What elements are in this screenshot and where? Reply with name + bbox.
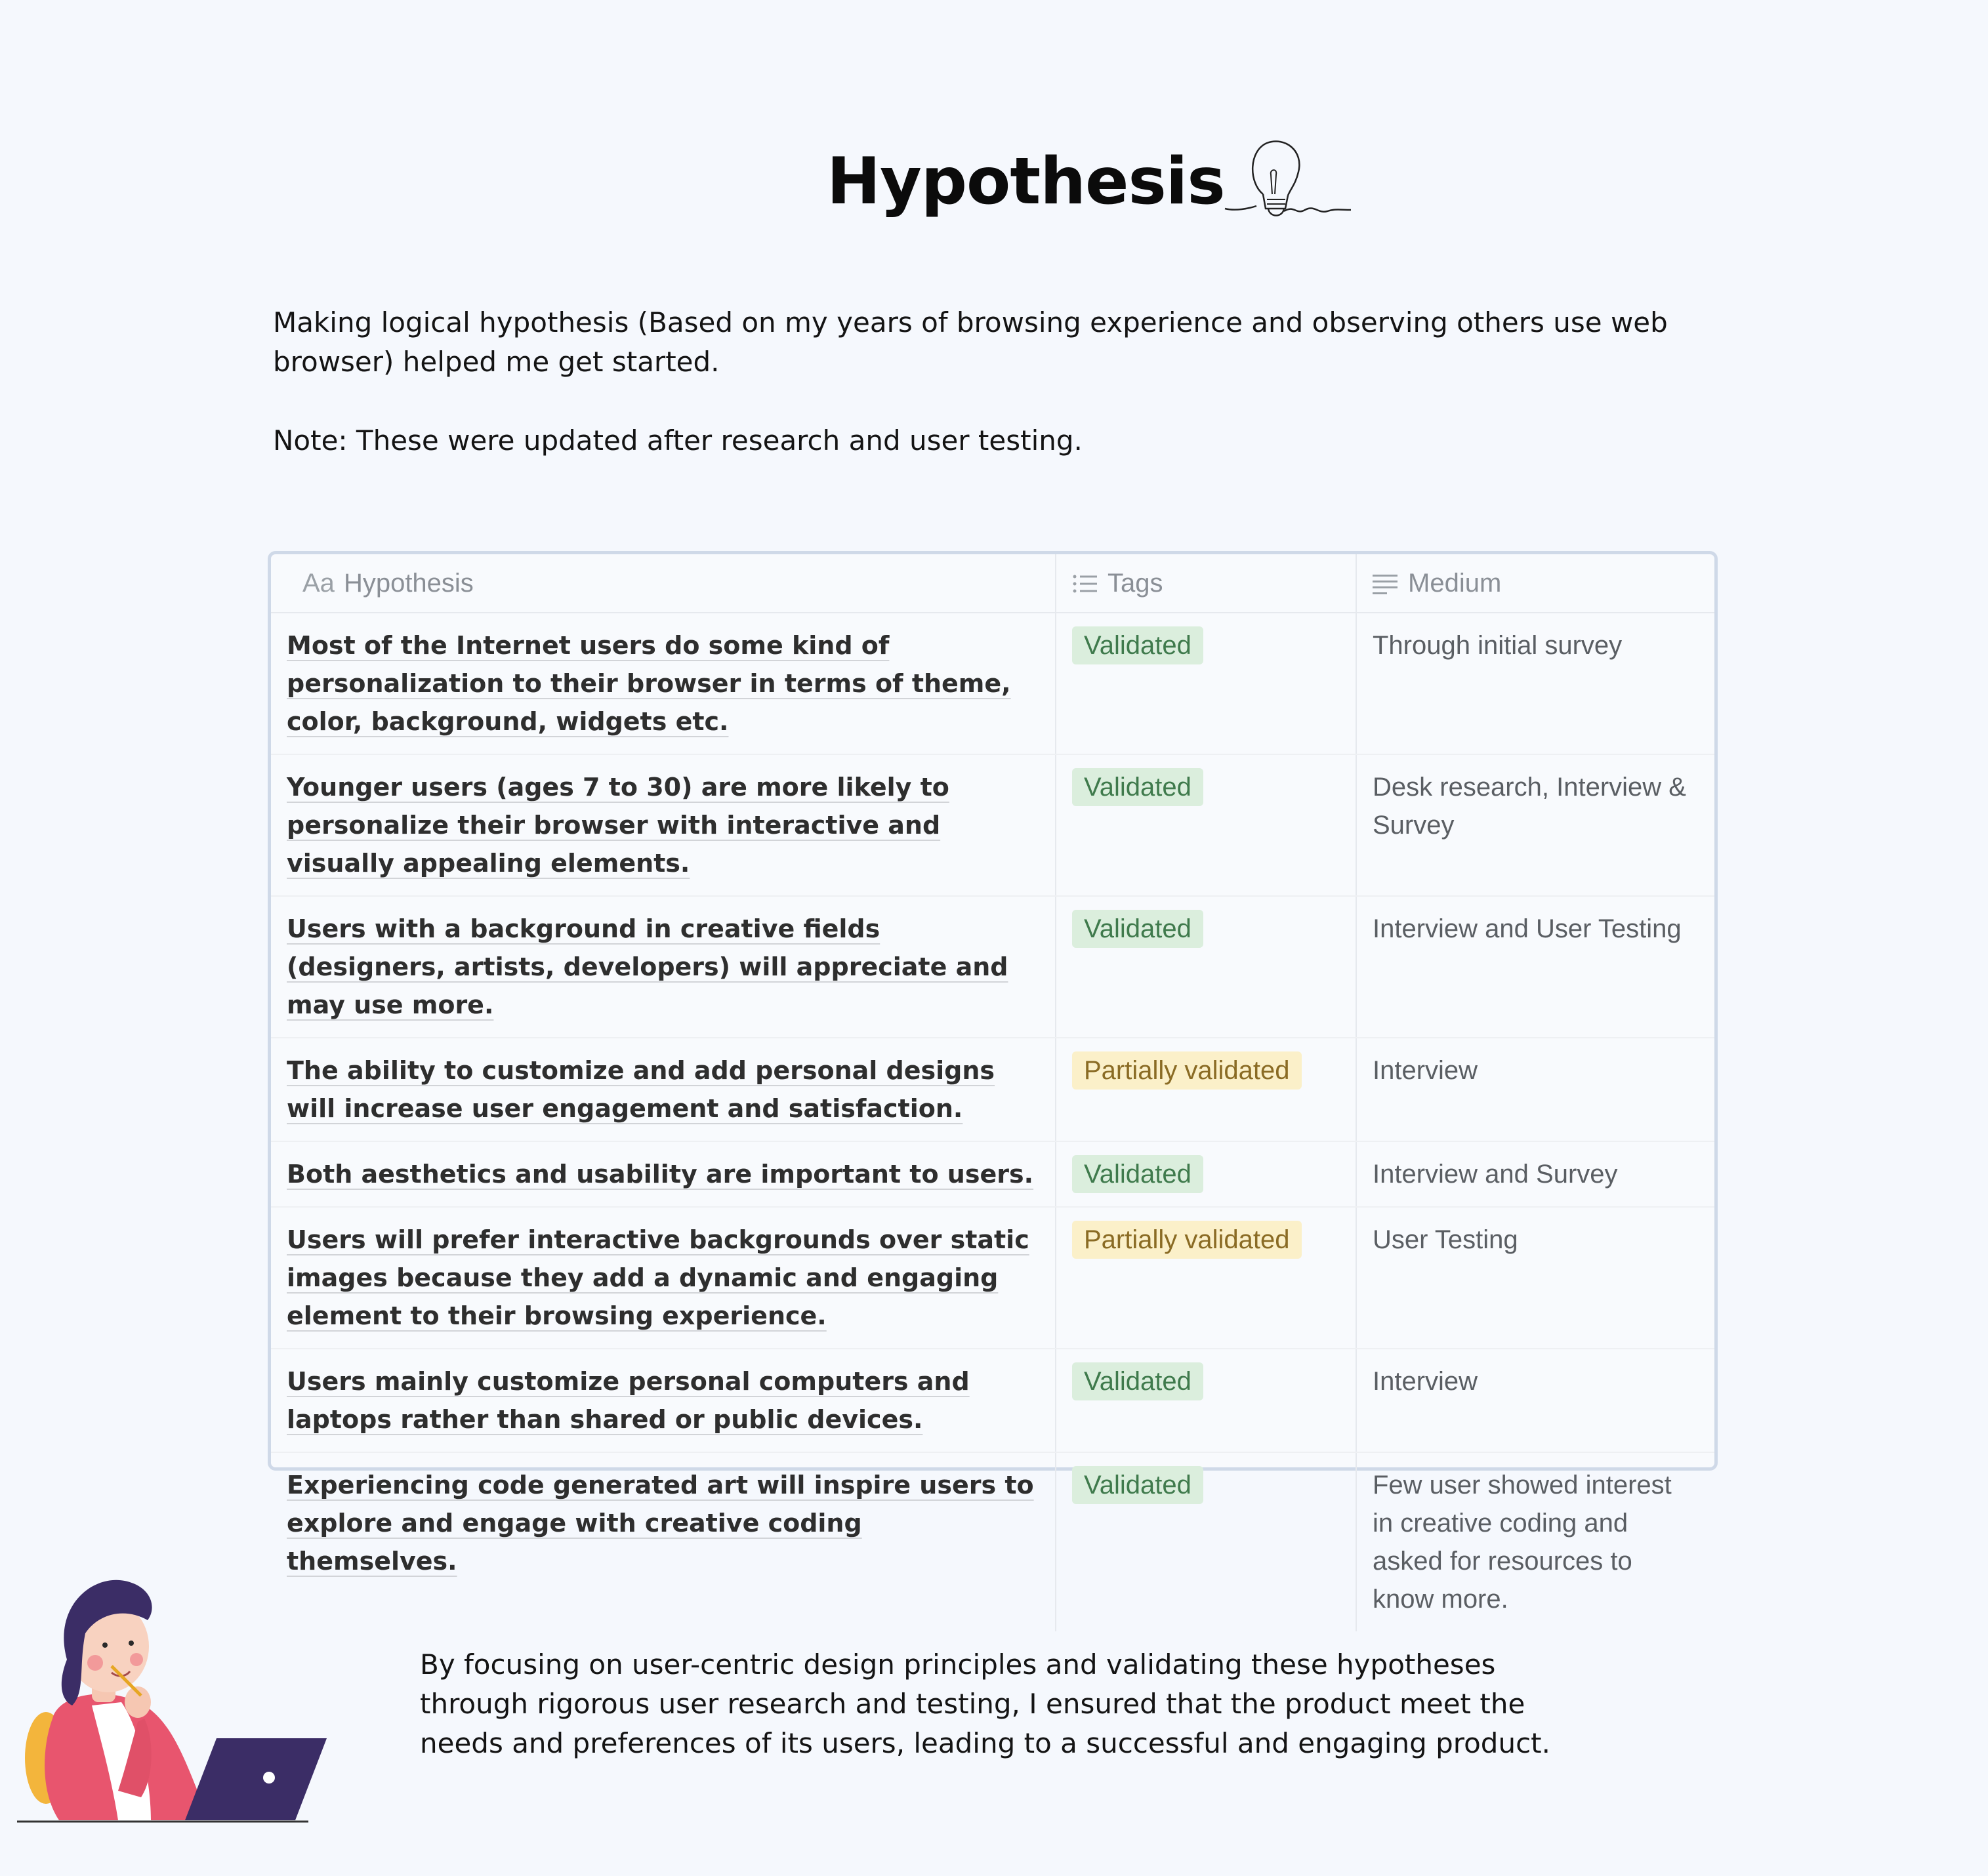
hypothesis-cell[interactable] bbox=[271, 1452, 1056, 1631]
tag-cell[interactable] bbox=[1056, 754, 1356, 896]
hypothesis-cell[interactable] bbox=[271, 1349, 1056, 1452]
table-row[interactable] bbox=[271, 1141, 1714, 1207]
status-badge: Validated bbox=[1072, 1466, 1203, 1504]
medium-cell[interactable]: Interview and Survey bbox=[1356, 1141, 1714, 1207]
tag-cell[interactable] bbox=[1056, 1207, 1356, 1349]
medium-cell[interactable]: Few user showed interest in creative coding and asked for resources to know more. bbox=[1356, 1452, 1714, 1631]
hypothesis-cell[interactable] bbox=[271, 1141, 1056, 1207]
text-lines-icon bbox=[1373, 573, 1399, 594]
table-header-row bbox=[271, 554, 1714, 613]
hypothesis-cell[interactable] bbox=[271, 1207, 1056, 1349]
table-row[interactable] bbox=[271, 613, 1714, 754]
tag-cell[interactable] bbox=[1056, 613, 1356, 754]
intro-note: Note: These were updated after research and user testing. bbox=[273, 424, 1083, 457]
table-row[interactable] bbox=[271, 1207, 1714, 1349]
status-badge: Validated bbox=[1072, 768, 1203, 806]
status-badge: Validated bbox=[1072, 626, 1203, 664]
intro-text bbox=[273, 303, 1684, 460]
status-badge: Partially validated bbox=[1072, 1221, 1302, 1259]
hypothesis-text: Users with a background in creative fields (designers, artists, developers) will appreciate and may use more. bbox=[287, 914, 1008, 1019]
tag-cell[interactable] bbox=[1056, 1349, 1356, 1452]
hypothesis-text: Younger users (ages 7 to 30) are more likely to personalize their browser with interactive and visually appealing elements. bbox=[287, 773, 949, 878]
medium-cell[interactable]: Interview bbox=[1356, 1038, 1714, 1141]
hypothesis-text: Users mainly customize personal computers and laptops rather than shared or public devices. bbox=[287, 1367, 970, 1434]
status-badge: Validated bbox=[1072, 910, 1203, 948]
hypothesis-text: Experiencing code generated art will inspire users to explore and engage with creative coding themselves. bbox=[287, 1471, 1034, 1576]
column-header-medium[interactable] bbox=[1356, 554, 1714, 613]
table-row[interactable] bbox=[271, 1349, 1714, 1452]
column-label: Hypothesis bbox=[343, 568, 474, 598]
medium-cell[interactable]: Interview and User Testing bbox=[1356, 896, 1714, 1038]
hypothesis-cell[interactable] bbox=[271, 613, 1056, 754]
list-icon bbox=[1072, 574, 1098, 594]
column-header-hypothesis[interactable] bbox=[271, 554, 1056, 613]
column-header-tags[interactable] bbox=[1056, 554, 1356, 613]
title-block bbox=[827, 131, 1354, 219]
hypothesis-text: The ability to customize and add personal designs will increase user engagement and satisfaction. bbox=[287, 1056, 995, 1123]
table-row[interactable] bbox=[271, 896, 1714, 1038]
table-row[interactable] bbox=[271, 1038, 1714, 1141]
hypothesis-cell[interactable] bbox=[271, 896, 1056, 1038]
conclusion-text: By focusing on user-centric design principles and validating these hypotheses through rigorous user research and testing, I ensured that the product meet the needs and preferences of its users, leading to a successful and engaging product. bbox=[420, 1648, 1550, 1759]
tag-cell[interactable] bbox=[1056, 1038, 1356, 1141]
status-badge: Validated bbox=[1072, 1362, 1203, 1400]
hypothesis-cell[interactable] bbox=[271, 1038, 1056, 1141]
hypothesis-text: Most of the Internet users do some kind of personalization to their browser in terms of theme, color, background, widgets etc. bbox=[287, 631, 1011, 736]
status-badge: Partially validated bbox=[1072, 1051, 1302, 1090]
hypothesis-text: Users will prefer interactive backgrounds over static images because they add a dynamic and engaging element to their browsing experience. bbox=[287, 1225, 1029, 1330]
medium-cell[interactable]: Through initial survey bbox=[1356, 613, 1714, 754]
page-title: Hypothesis bbox=[827, 144, 1225, 219]
medium-cell[interactable]: Desk research, Interview & Survey bbox=[1356, 754, 1714, 896]
text-type-icon: Aa bbox=[302, 568, 335, 598]
lightbulb-icon bbox=[1222, 131, 1354, 230]
column-label: Tags bbox=[1108, 568, 1163, 598]
hypothesis-table bbox=[268, 551, 1718, 1614]
hypothesis-text: Both aesthetics and usability are important to users. bbox=[287, 1160, 1034, 1189]
table-row[interactable] bbox=[271, 754, 1714, 896]
table-row[interactable] bbox=[271, 1452, 1714, 1631]
medium-cell[interactable]: User Testing bbox=[1356, 1207, 1714, 1349]
tag-cell[interactable] bbox=[1056, 896, 1356, 1038]
woman-thinking-laptop-illustration bbox=[13, 1561, 341, 1837]
status-badge: Validated bbox=[1072, 1155, 1203, 1193]
hypothesis-cell[interactable] bbox=[271, 754, 1056, 896]
medium-cell[interactable]: Interview bbox=[1356, 1349, 1714, 1452]
intro-paragraph: Making logical hypothesis (Based on my years of browsing experience and observing others use web browser) helped me get started. bbox=[273, 306, 1668, 378]
tag-cell[interactable] bbox=[1056, 1141, 1356, 1207]
tag-cell[interactable] bbox=[1056, 1452, 1356, 1631]
column-label: Medium bbox=[1408, 568, 1502, 598]
